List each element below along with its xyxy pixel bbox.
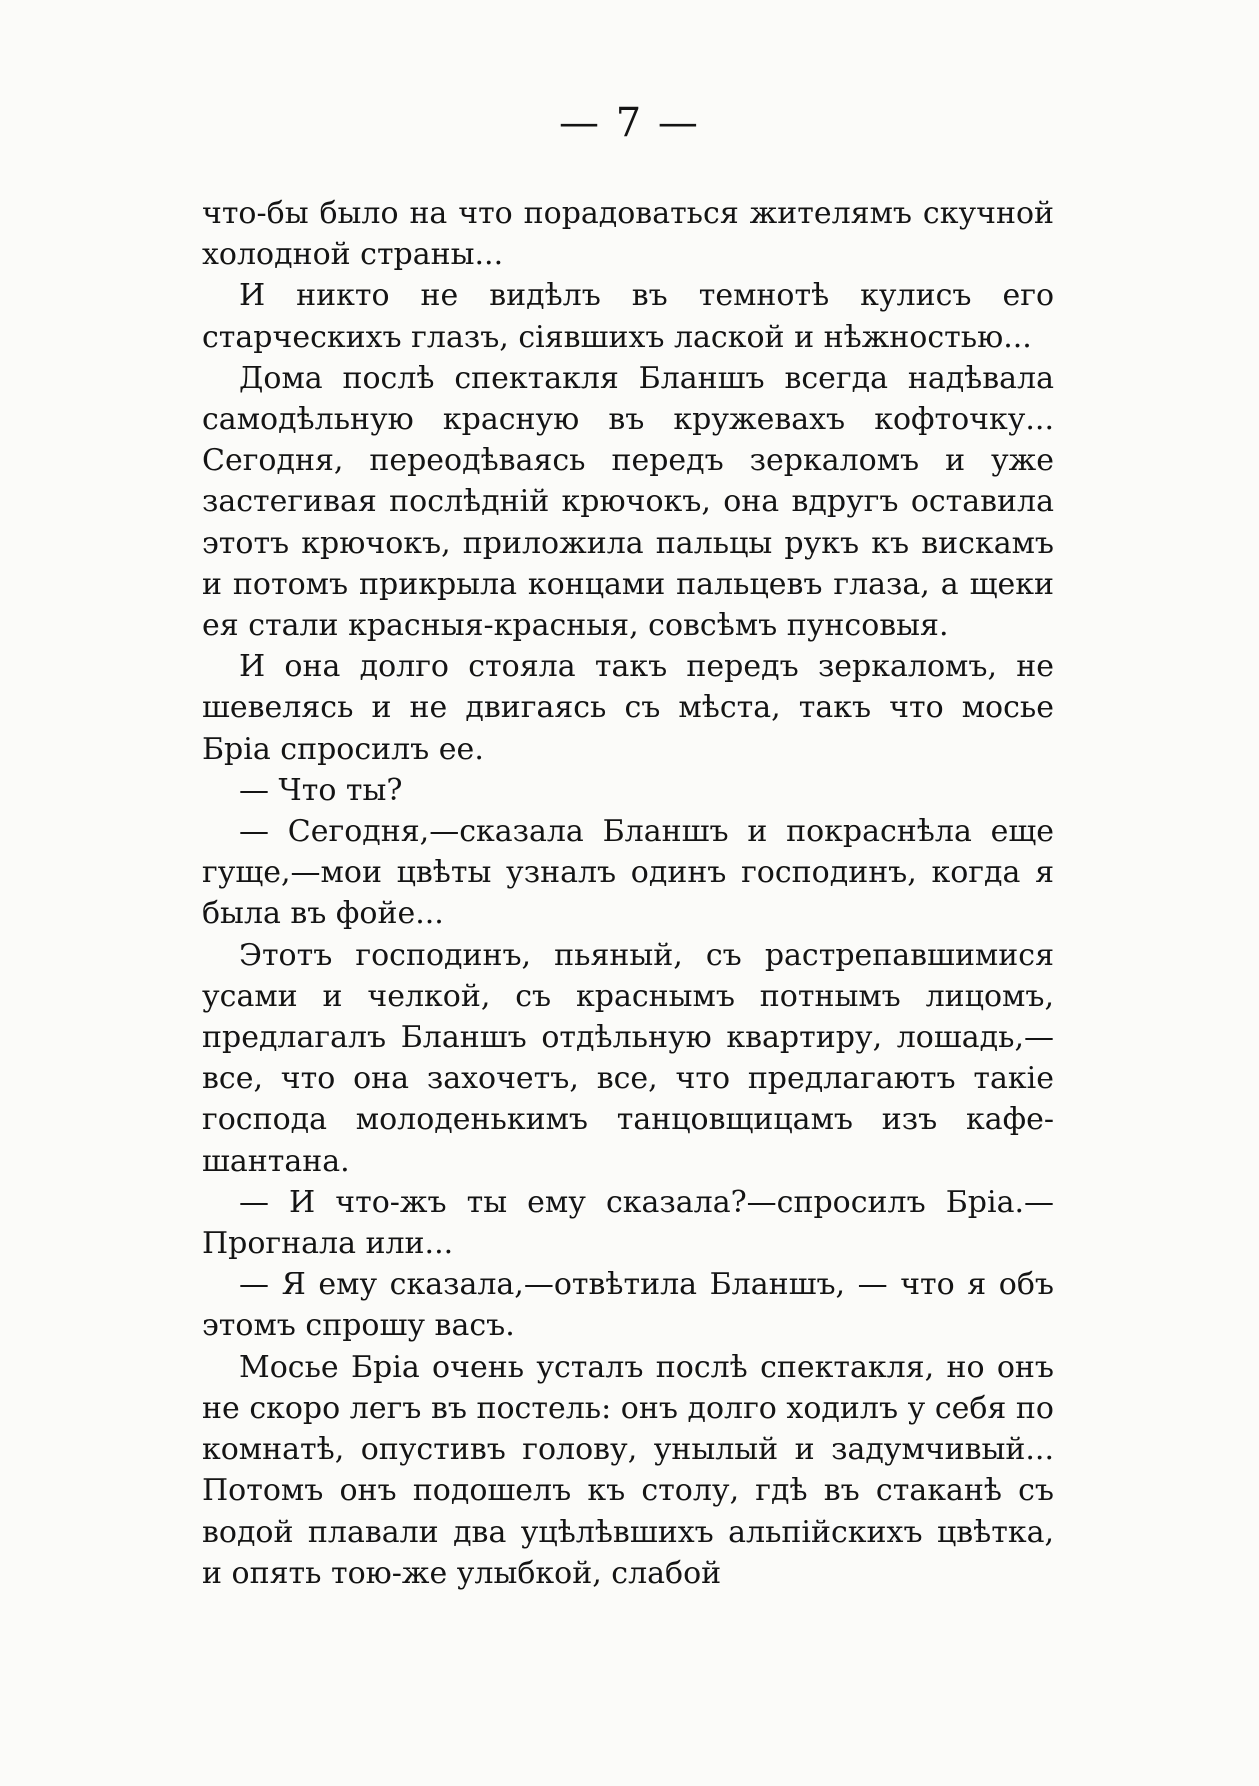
body-text	[202, 193, 1054, 1594]
paragraph: — Я ему сказала,—отвѣтила Бланшъ, — что я объ этомъ спрошу васъ.	[202, 1267, 1054, 1344]
paragraph: И никто не видѣлъ въ темнотѣ кулисъ его старческихъ глазъ, сіявшихъ лаской и нѣжностью...	[202, 278, 1054, 355]
paragraph: — Сегодня,—сказала Бланшъ и покраснѣла еще гуще,—мои цвѣты узналъ одинъ господинъ, когда я была въ фойе...	[202, 814, 1054, 932]
paragraph: Дома послѣ спектакля Бланшъ всегда надѣвала самодѣльную красную въ кружевахъ кофточку... Сегодня, переодѣваясь передъ зеркаломъ и уже застегивая послѣдній крючокъ, она вдругъ оставила этотъ крючокъ, приложила пальцы рукъ къ вискамъ и потомъ прикрыла концами пальцевъ глаза, а щеки ея стали красныя-красныя, совсѣмъ пунсовыя.	[202, 360, 1054, 644]
paragraph: И она долго стояла такъ передъ зеркаломъ, не шевелясь и не двигаясь съ мѣста, такъ что мосье Бріа спросилъ ее.	[202, 649, 1054, 767]
paragraph: Этотъ господинъ, пьяный, съ растрепавшимися усами и челкой, съ краснымъ потнымъ лицомъ, предлагалъ Бланшъ отдѣльную квартиру, лошадь,— все, что она захочетъ, все, что предлагаютъ такіе господа молоденькимъ танцовщицамъ изъ кафе-шантана.	[202, 937, 1054, 1179]
page-number: — 7 —	[559, 100, 700, 146]
paragraph: — И что-жъ ты ему сказала?—спросилъ Бріа.— Прогнала или...	[202, 1184, 1054, 1262]
paragraph: Мосье Бріа очень усталъ послѣ спектакля, но онъ не скоро легъ въ постель: онъ долго ходилъ у себя по комнатѣ, опустивъ голову, унылый и задумчивый... Потомъ онъ подошелъ къ столу, гдѣ въ стаканѣ съ водой плавали два уцѣлѣвшихъ альпійскихъ цвѣтка, и опять тою-же улыбкой, слабой	[202, 1349, 1054, 1591]
paragraph: что-бы было на что порадоваться жителямъ скучной холодной страны...	[202, 196, 1054, 273]
paragraph: — Что ты?	[239, 772, 403, 808]
